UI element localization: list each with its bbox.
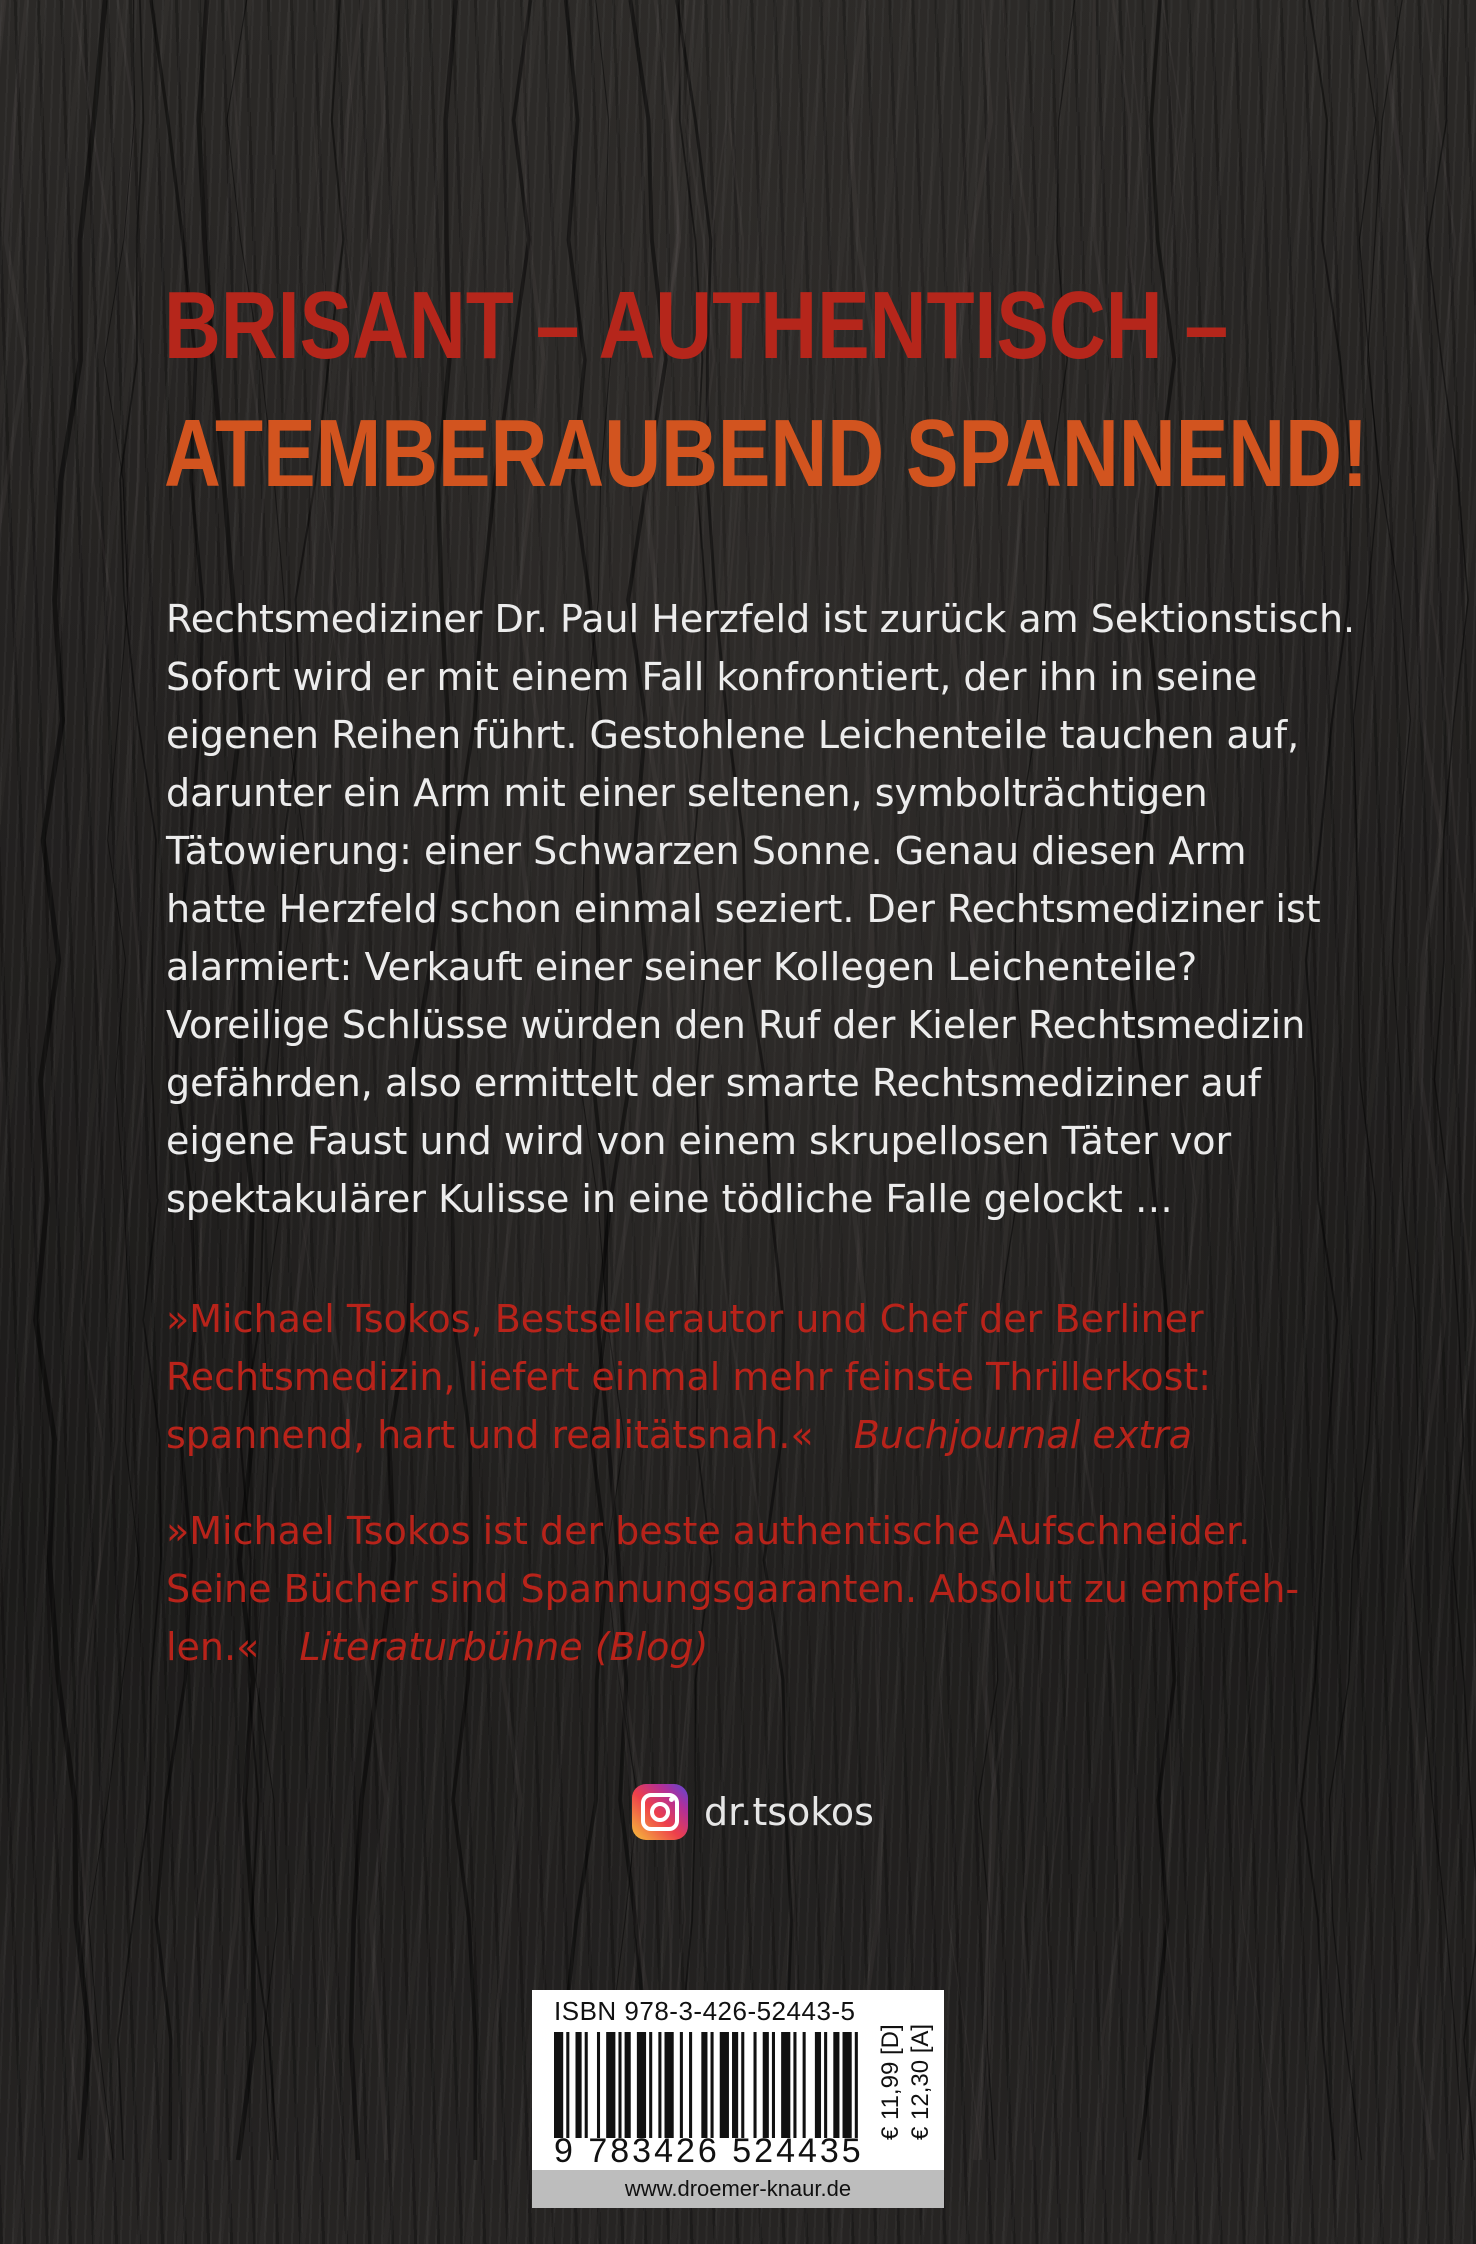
barcode-bar [815, 2032, 821, 2138]
barcode-bar [855, 2032, 858, 2138]
barcode-bar [772, 2032, 775, 2138]
blurb-line: hatte Herzfeld schon einmal seziert. Der Rechtsmediziner ist [166, 887, 1321, 931]
headline-line-2: ATEMBERAUBEND SPANNEND! [164, 400, 1369, 507]
wood-grain-line [1427, 0, 1476, 2160]
wood-grain-line [1426, 0, 1476, 2160]
publisher-url[interactable]: www.droemer-knaur.de [532, 2170, 944, 2208]
barcode-bars [554, 2032, 864, 2138]
barcode-bar [649, 2032, 652, 2138]
headline [164, 262, 1369, 518]
barcode-bar [680, 2032, 683, 2138]
instagram-icon [632, 1784, 688, 1840]
barcode-bar [585, 2032, 588, 2138]
barcode-bar [720, 2032, 729, 2138]
blurb-line: alarmiert: Verkauft einer seiner Kollegen Leichenteile? [166, 945, 1198, 989]
barcode-bar [741, 2032, 744, 2138]
barcode-bar [566, 2032, 569, 2138]
blurb-line: eigenen Reihen führt. Gestohlene Leichenteile tauchen auf, [166, 713, 1300, 757]
wood-grain-line [1368, 0, 1464, 2160]
barcode-bar [781, 2032, 790, 2138]
quote-line: »Michael Tsokos ist der beste authentische Aufschneider. [166, 1509, 1251, 1553]
wood-grain-line [36, 0, 106, 2160]
review-quote-2 [166, 1502, 1326, 1676]
quote-line: spannend, hart und realitätsnah.« [166, 1413, 814, 1457]
barcode-bar [711, 2032, 714, 2138]
barcode-bar [554, 2032, 563, 2138]
blurb-line: eigene Faust und wird von einem skrupellosen Täter vor [166, 1119, 1232, 1163]
wood-grain-line [1329, 0, 1378, 2160]
barcode-label [532, 1990, 944, 2208]
blurb-line: gefährden, also ermittelt der smarte Rechtsmediziner auf [166, 1061, 1262, 1105]
barcode-bar [637, 2032, 646, 2138]
wood-grain-line [0, 0, 27, 2160]
barcode-bar [665, 2032, 674, 2138]
headline-line-1: BRISANT – AUTHENTISCH – [164, 272, 1229, 379]
review-quote-1 [166, 1290, 1326, 1464]
social-handle[interactable] [632, 1782, 874, 1842]
barcode-bar [793, 2032, 796, 2138]
isbn-text: ISBN 978-3-426-52443-5 [554, 1996, 856, 2026]
quote-source: Buchjournal extra [853, 1413, 1193, 1457]
quote-last-line [166, 1618, 1326, 1676]
blurb-line: spektakulärer Kulisse in eine tödliche Falle gelockt … [166, 1177, 1173, 1221]
price-germany: € 11,99 [D] [877, 2024, 904, 2140]
wood-grain-line [118, 0, 161, 2160]
price-block [876, 2020, 934, 2140]
blurb-text [166, 590, 1356, 1228]
quote-line: »Michael Tsokos, Bestsellerautor und Chef der Berliner [166, 1297, 1204, 1341]
blurb-line: darunter ein Arm mit einer seltenen, symbolträchtigen [166, 771, 1208, 815]
instagram-handle[interactable]: dr.tsokos [704, 1790, 874, 1834]
barcode-bar [833, 2032, 839, 2138]
quote-line: Seine Bücher sind Spannungsgaranten. Absolut zu empfeh- [166, 1567, 1300, 1611]
barcode-bar [824, 2032, 827, 2138]
barcode-bar [763, 2032, 769, 2138]
barcode-bar [658, 2032, 661, 2138]
barcode-number: 9 783426 524435 [554, 2132, 864, 2170]
barcode-bar [597, 2032, 600, 2138]
barcode-bar [732, 2032, 738, 2138]
barcode-bar [575, 2032, 581, 2138]
blurb-line: Sofort wird er mit einem Fall konfrontiert, der ihn in seine [166, 655, 1258, 699]
blurb-line: Tätowierung: einer Schwarzen Sonne. Genau diesen Arm [166, 829, 1247, 873]
blurb-line: Voreilige Schlüsse würden den Ruf der Kieler Rechtsmedizin [166, 1003, 1306, 1047]
quote-line: Rechtsmedizin, liefert einmal mehr feinste Thrillerkost: [166, 1355, 1212, 1399]
barcode-bar [689, 2032, 692, 2138]
price-austria: € 12,30 [A] [907, 2023, 934, 2140]
barcode-bar [606, 2032, 615, 2138]
barcode-bar [625, 2032, 631, 2138]
quote-source: Literaturbühne (Blog) [299, 1625, 709, 1669]
quote-line: len.« [166, 1625, 260, 1669]
wood-grain-line [0, 0, 4, 2160]
barcode-bar [843, 2032, 852, 2138]
wood-grain-line [89, 0, 139, 2160]
blurb-line: Rechtsmediziner Dr. Paul Herzfeld ist zurück am Sektionstisch. [166, 597, 1356, 641]
barcode-bar [618, 2032, 621, 2138]
barcode-bar [754, 2032, 757, 2138]
quote-last-line [166, 1406, 1326, 1464]
barcode-bar [701, 2032, 707, 2138]
barcode-bar [803, 2032, 806, 2138]
